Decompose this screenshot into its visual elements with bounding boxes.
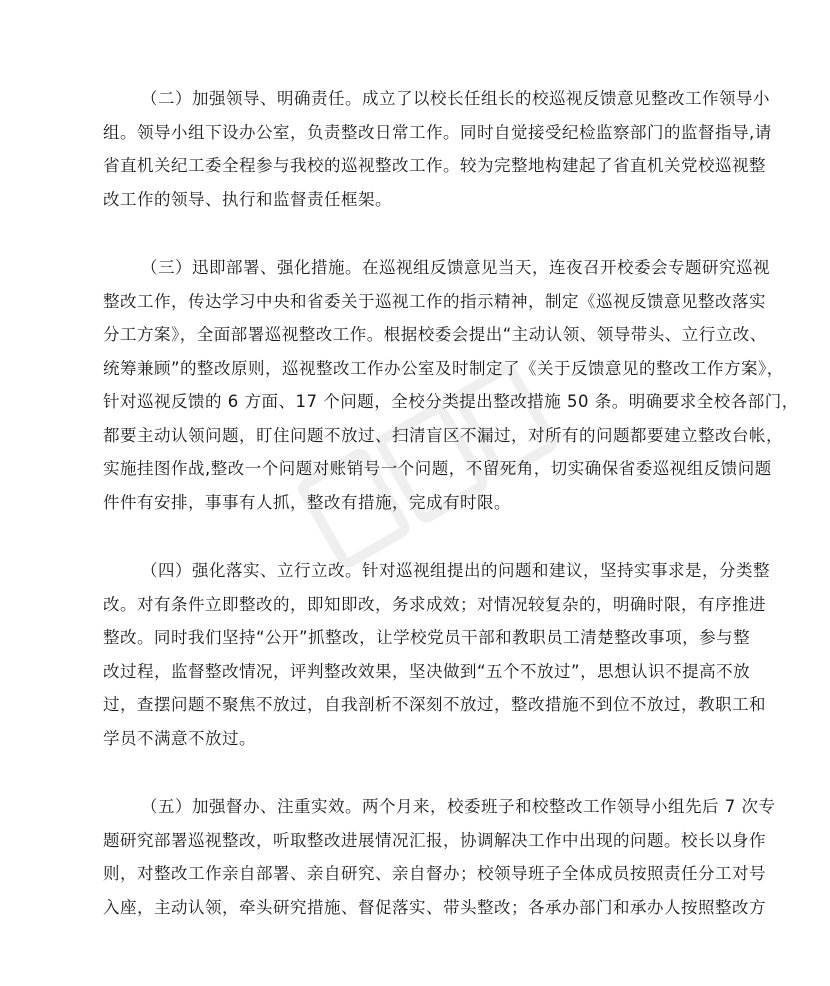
text-line: 则，对整改工作亲自部署、亲自研究、亲自督办；校领导班子全体成员按照责任分工对号 bbox=[103, 864, 766, 883]
text-line: 整改工作，传达学习中央和省委关于巡视工作的指示精神，制定《巡视反馈意见整改落实 bbox=[103, 291, 766, 311]
text-line: （二）加强领导、明确责任。成立了以校长任组长的校巡视反馈意见整改工作领导小 bbox=[141, 89, 770, 108]
text-line: 都要主动认领问题，盯住问题不放过、扫清盲区不漏过，对所有的问题都要建立整改台帐， bbox=[103, 425, 783, 445]
text-line: 过，查摆问题不聚焦不放过，自我剖析不深刻不放过，整改措施不到位不放过，教职工和 bbox=[103, 695, 766, 714]
text-line: 改。对有条件立即整改的，即知即改，务求成效；对情况较复杂的，明确时限，有序推进 bbox=[103, 594, 766, 614]
paragraph-5 bbox=[103, 790, 776, 924]
text-line: 题研究部署巡视整改，听取整改进展情况汇报，协调解决工作中出现的问题。校长以身作 bbox=[103, 830, 766, 850]
paragraph-3 bbox=[103, 251, 799, 519]
text-line: 件件有安排，事事有人抓，整改有措施，完成有时限。 bbox=[103, 492, 511, 512]
text-line: （四）强化落实、立行立改。针对巡视组提出的问题和建议，坚持实事求是，分类整 bbox=[141, 561, 770, 580]
paragraph-2 bbox=[103, 82, 772, 216]
text-line: 整改。同时我们坚持“公开”抓整改，让学校党员干部和教职员工清楚整改事项，参与整 bbox=[103, 628, 751, 647]
text-line: 组。领导小组下设办公室，负责整改日常工作。同时自觉接受纪检监察部门的监督指导,请 bbox=[103, 122, 772, 142]
text-line: 针对巡视反馈的 6 方面、17 个问题，全校分类提出整改措施 50 条。明确要求全校各部门， bbox=[103, 392, 799, 411]
text-line: 学员不满意不放过。 bbox=[103, 728, 256, 748]
document-page bbox=[103, 82, 799, 959]
paragraph-4 bbox=[103, 554, 770, 755]
text-line: （五）加强督办、注重实效。两个月来，校委班子和校整改工作领导小组先后 7 次专 bbox=[141, 797, 776, 816]
text-line: 分工方案》，全面部署巡视整改工作。根据校委会提出“主动认领、领导带头、立行立改、 bbox=[103, 325, 767, 344]
text-line: 改工作的领导、执行和监督责任框架。 bbox=[103, 189, 392, 209]
text-line: （三）迅即部署、强化措施。在巡视组反馈意见当天，连夜召开校委会专题研究巡视 bbox=[141, 258, 770, 277]
text-line: 入座，主动认领，牵头研究措施、督促落实、带头整改；各承办部门和承办人按照整改方 bbox=[103, 897, 766, 917]
text-line: 实施挂图作战,整改一个问题对账销号一个问题，不留死角，切实确保省委巡视组反馈问题 bbox=[103, 459, 772, 478]
text-line: 统筹兼顾”的整改原则，巡视整改工作办公室及时制定了《关于反馈意见的整改工作方案》， bbox=[103, 358, 784, 378]
text-line: 省直机关纪工委全程参与我校的巡视整改工作。较为完整地构建起了省直机关党校巡视整 bbox=[103, 156, 766, 175]
text-line: 改过程，监督整改情况，评判整改效果，坚决做到“五个不放过”，思想认识不提高不放 bbox=[103, 661, 751, 681]
